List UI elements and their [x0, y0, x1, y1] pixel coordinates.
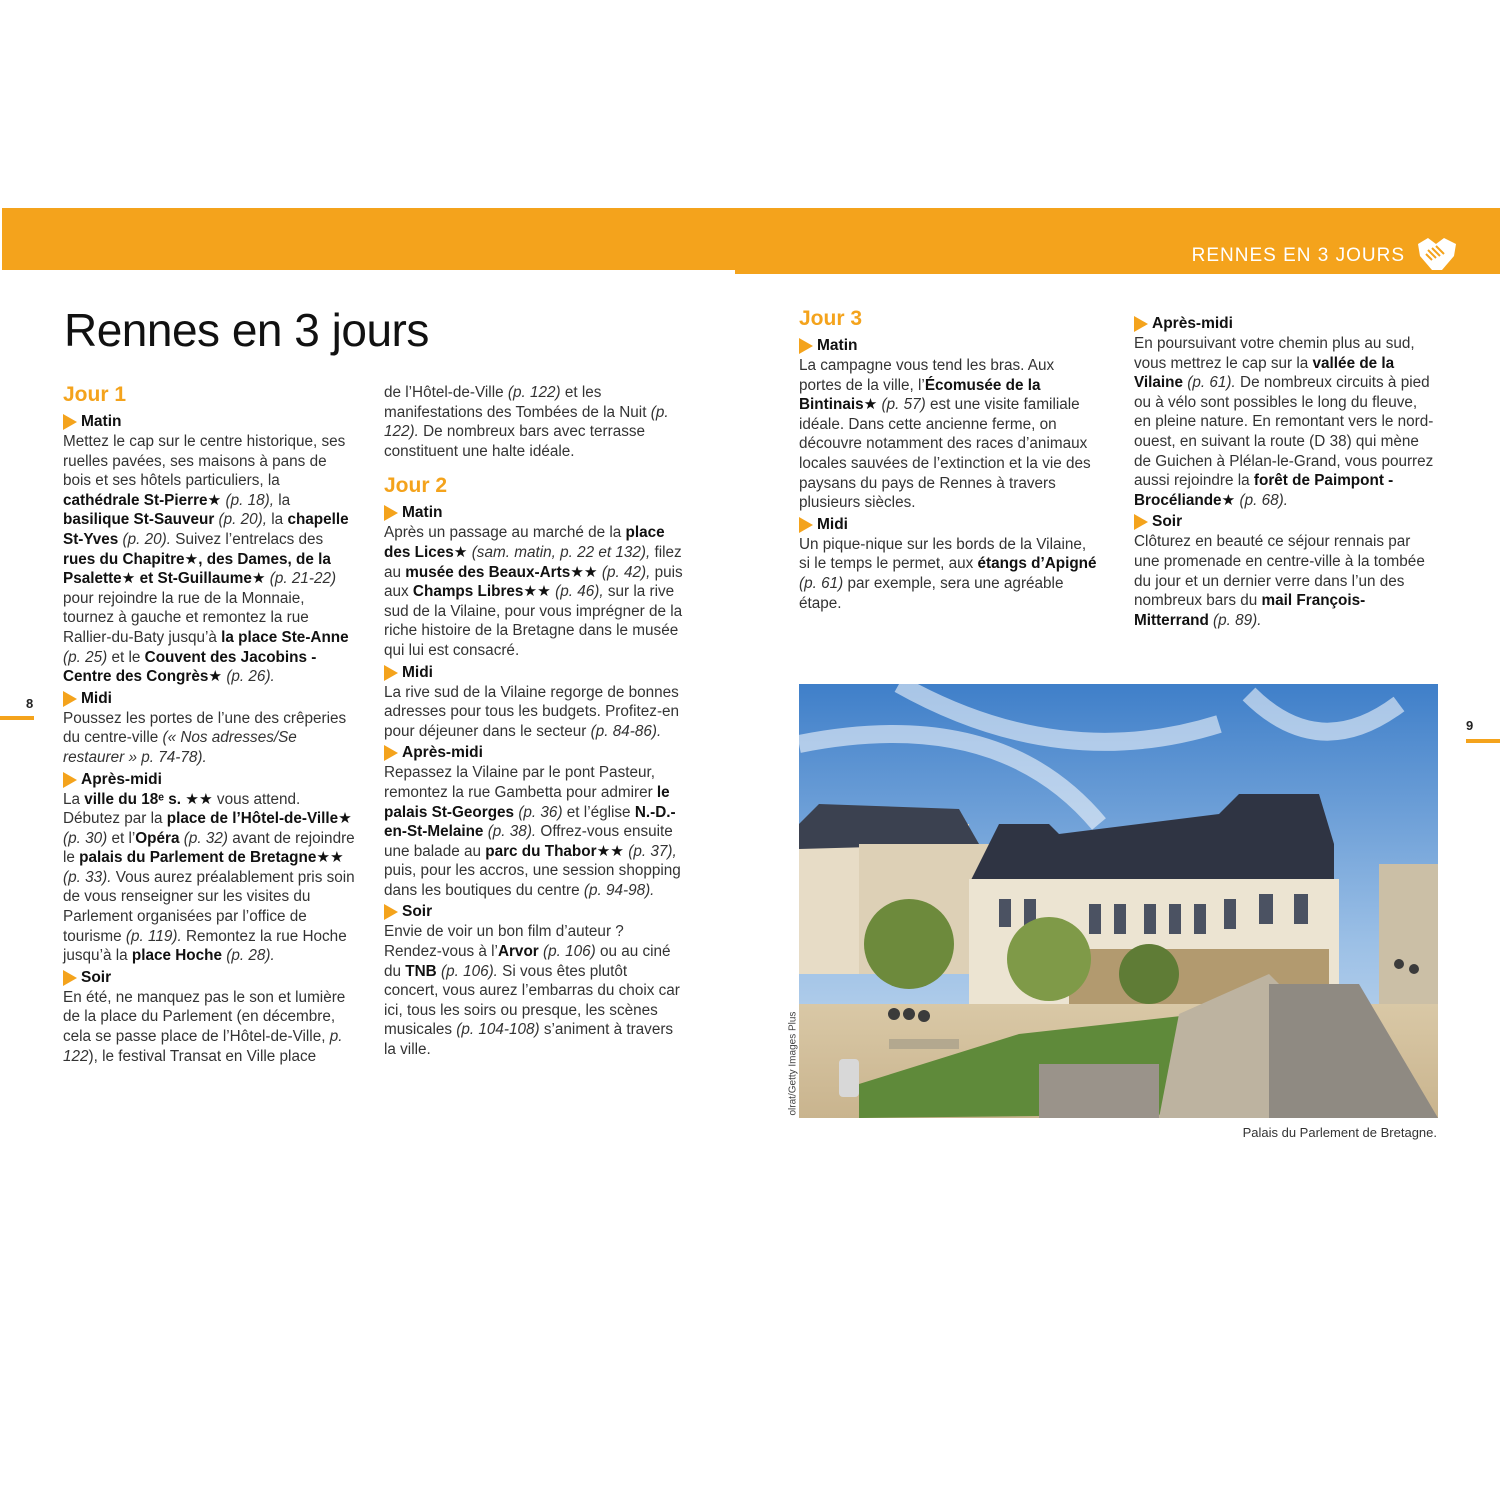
photo-caption: Palais du Parlement de Bretagne.: [1242, 1125, 1437, 1140]
paragraph: Envie de voir un bon film d’auteur ? Rendez-vous à l’Arvor (p. 106) ou au ciné du TNB (p. 106). Si vous êtes plutôt concert, vous aurez l’embarras du choix car ici, tous les soirs ou presque, les scènes musicales (p. 104-108) s’animent à travers la ville.: [384, 923, 680, 1059]
period-label: Matin: [817, 337, 858, 354]
triangle-bullet-icon: [63, 691, 77, 707]
day-title: Jour 1: [63, 383, 127, 406]
triangle-bullet-icon: [384, 505, 398, 521]
period-label: Matin: [402, 504, 443, 522]
paragraph: La rive sud de la Vilaine regorge de bonnes adresses pour tous les budgets. Profitez-en pour déjeuner dans le secteur (p. 84-86).: [384, 683, 680, 740]
period-label: Après-midi: [402, 744, 483, 762]
period-heading: [384, 902, 684, 922]
triangle-bullet-icon: [63, 772, 77, 788]
column-3: [799, 306, 1099, 615]
period-label: Après-midi: [81, 770, 162, 788]
paragraph: Mettez le cap sur le centre historique, ses ruelles pavées, ses maisons à pans de bois et ses hôtels particuliers, la cathédrale St-Pierre★ (p. 18), la basilique St-Sauveur (p. 20), la chapelle St-Yves (p. 20). Suivez l’entrelacs des rues du Chapitre★, des Dames, de la Psalette★ et St-Guillaume★ (p. 21-22) pour rejoindre la rue de la Monnaie, tournez à gauche et remontez la rue Rallier-du-Baty jusqu’à la place Ste-Anne (p. 25) et le Couvent des Jacobins - Centre des Congrès★ (p. 26).: [63, 433, 349, 686]
period-heading: [63, 770, 358, 790]
period-heading: [384, 743, 684, 763]
handshake-icon: [1416, 236, 1458, 272]
period-heading: [799, 336, 1099, 356]
paragraph: En été, ne manquez pas le son et lumière de la place du Parlement (en décembre, cela se passe place de l’Hôtel-de-Ville, p. 122), le festival Transat en Ville place: [63, 988, 346, 1065]
paragraph: Après un passage au marché de la place des Lices★ (sam. matin, p. 22 et 132), filez au musée des Beaux-Arts★★ (p. 42), puis aux Champs Libres★★ (p. 46), sur la rive sud de la Vilaine, pour vous imprégner de la riche histoire de la Bretagne dans le musée qui lui est consacré.: [384, 524, 683, 659]
period-heading: [63, 689, 358, 709]
period-label: Midi: [402, 663, 433, 681]
period-label: Soir: [1152, 513, 1183, 531]
paragraph-continued: de l’Hôtel-de-Ville (p. 122) et les manifestations des Tombées de la Nuit (p. 122). De nombreux bars avec terrasse constituent une halte idéale.: [384, 384, 669, 460]
paragraph: La ville du 18ᵉ s. ★★ vous attend. Débutez par la place de l’Hôtel-de-Ville★ (p. 30) et l’Opéra (p. 32) avant de rejoindre le palais du Parlement de Bretagne★★ (p. 33). Vous aurez préalablement pris soin de vous renseigner sur les visites du Parlement organisées par l’office de tourisme (p. 119). Remontez la rue Hoche jusqu’à la place Hoche (p. 28).: [63, 790, 355, 965]
paragraph: La campagne vous tend les bras. Aux portes de la ville, l’Écomusée de la Bintinais★ (p. 57) est une visite familiale idéale. Dans cette ancienne ferme, on découvre notamment des races d’animaux locales sauvées de l’extinction et la vie des paysans du pays de Rennes à travers plusieurs siècles.: [799, 357, 1091, 512]
paragraph: Un pique-nique sur les bords de la Vilaine, si le temps le permet, aux étangs d’Apigné (p. 61) par exemple, sera une agréable étape.: [799, 535, 1097, 612]
page-marker-left: [0, 716, 34, 720]
page-number-right: 9: [1466, 718, 1474, 733]
period-label: Midi: [81, 689, 112, 707]
triangle-bullet-icon: [799, 517, 813, 533]
triangle-bullet-icon: [1134, 514, 1148, 530]
paragraph: Clôturez en beauté ce séjour rennais par une promenade en centre-ville à la tombée du jour et un dernier verre dans l’un des nombreux bars du mail François-Mitterrand (p. 89).: [1134, 533, 1425, 629]
column-2: [384, 383, 684, 1062]
period-label: Soir: [81, 968, 112, 986]
header-band-left: [2, 208, 737, 270]
day-title: Jour 3: [799, 307, 863, 330]
photo-palais-parlement: [799, 684, 1438, 1118]
period-label: Soir: [402, 903, 433, 921]
paragraph: Repassez la Vilaine par le pont Pasteur, remontez la rue Gambetta pour admirer le palais St-Georges (p. 36) et l’église N.-D.-en-St-Melaine (p. 38). Offrez-vous ensuite une balade au parc du Thabor★★ (p. 37), puis, pour les accros, une session shopping dans les boutiques du centre (p. 94-98).: [384, 764, 681, 899]
period-label: Midi: [817, 515, 848, 533]
period-heading: [63, 968, 358, 988]
triangle-bullet-icon: [384, 665, 398, 681]
day-title: Jour 2: [384, 474, 448, 498]
page-number-left: 8: [26, 696, 34, 711]
triangle-bullet-icon: [63, 414, 77, 430]
period-label: Matin: [81, 413, 122, 430]
period-heading: [63, 412, 358, 432]
triangle-bullet-icon: [1134, 316, 1148, 332]
period-heading: [1134, 314, 1434, 334]
photo-credit: olrat/Getty Images Plus: [787, 1011, 799, 1116]
triangle-bullet-icon: [384, 745, 398, 761]
running-head: RENNES EN 3 JOURS: [1191, 245, 1405, 266]
column-4: [1134, 312, 1434, 632]
period-heading: [384, 503, 684, 523]
column-1: [63, 382, 358, 1068]
page-marker-right: [1466, 739, 1500, 743]
triangle-bullet-icon: [799, 338, 813, 354]
paragraph: En poursuivant votre chemin plus au sud, vous mettrez le cap sur la vallée de la Vilaine (p. 61). De nombreux circuits à pied ou à vélo sont possibles le long du fleuve, en pleine nature. En remontant vers le nord-ouest, en suivant la route (D 38) qui mène de Guichen à Plélan-le-Grand, vous pourrez aussi rejoindre la forêt de Paimpont - Brocéliande★ (p. 68).: [1134, 335, 1434, 509]
page-title: Rennes en 3 jours: [64, 304, 429, 356]
triangle-bullet-icon: [63, 970, 77, 986]
paragraph: Poussez les portes de l’une des crêperies du centre-ville (« Nos adresses/Se restaurer » p. 74-78).: [63, 709, 347, 766]
period-heading: [384, 663, 684, 683]
period-heading: [799, 515, 1099, 535]
period-label: Après-midi: [1152, 315, 1233, 332]
triangle-bullet-icon: [384, 904, 398, 920]
period-heading: [1134, 512, 1434, 532]
